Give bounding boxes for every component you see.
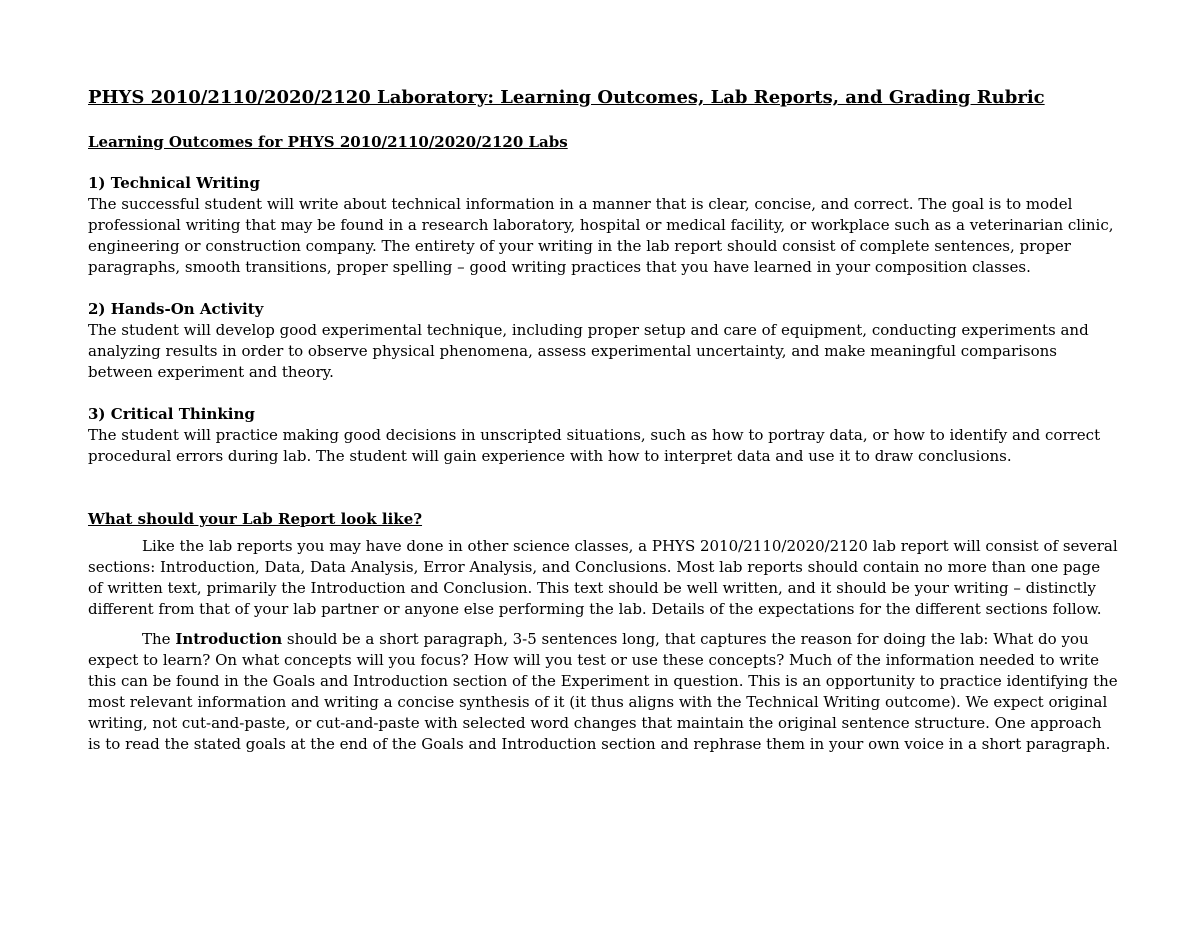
document-page <box>88 86 1118 764</box>
lab-report-paragraph: Like the lab reports you may have done in other science classes, a PHYS 2010/2110/2020/2120 lab report will consist of several sections: Introduction, Data, Data Analysis, Error Analysis, and Conclusions. Most lab reports should contain no more than one page of written text, primarily the Introduction and Conclusion. This text should be well written, and it should be your writing – distinctly different from that of your lab partner or anyone else performing the lab. Details of the expectations for the different sections follow. <box>88 537 1118 618</box>
outcome-hands-on-activity <box>88 299 1118 383</box>
paragraph-body: should be a short paragraph, 3-5 sentences long, that captures the reason for doing the lab: What do you expect to learn? On what concepts will you focus? How will you test or use these concepts? Much of the information needed to write this can be found in the Goals and Introduction section of the Experiment in question. This is an opportunity to practice identifying the most relevant information and writing a concise synthesis of it (it thus aligns with the Technical Writing outcome). We expect original writing, not cut-and-paste, or cut-and-paste with selected word changes that maintain the original sentence structure. One approach is to read the stated goals at the end of the Goals and Introduction section and rephrase them in your own voice in a short paragraph. <box>88 630 1118 753</box>
document-title: PHYS 2010/2110/2020/2120 Laboratory: Learning Outcomes, Lab Reports, and Grading Rubric <box>88 87 1045 108</box>
outcome-text: The student will develop good experimental technique, including proper setup and care of equipment, conducting experiments and analyzing results in order to observe physical phenomena, assess experimental uncertainty, and make meaningful comparisons between experiment and theory. <box>88 321 1089 381</box>
learning-outcomes-heading: Learning Outcomes for PHYS 2010/2110/2020/2120 Labs <box>88 133 568 151</box>
outcome-critical-thinking <box>88 404 1118 467</box>
outcome-title: 2) Hands-On Activity <box>88 300 264 318</box>
outcome-title: 1) Technical Writing <box>88 174 260 192</box>
outcome-title: 3) Critical Thinking <box>88 405 255 423</box>
introduction-paragraph <box>88 629 1118 755</box>
outcome-text: The student will practice making good decisions in unscripted situations, such as how to portray data, or how to identify and correct procedural errors during lab. The student will gain experience with how to interpret data and use it to draw conclusions. <box>88 426 1101 465</box>
outcome-text: The successful student will write about technical information in a manner that is clear, concise, and correct. The goal is to model professional writing that may be found in a research laboratory, hospital or medical facility, or workplace such as a veterinarian clinic, engineering or construction company. The entirety of your writing in the lab report should consist of complete sentences, proper paragraphs, smooth transitions, proper spelling – good writing practices that you have learned in your composition classes. <box>88 195 1114 276</box>
paragraph-lead: The <box>142 630 176 648</box>
outcome-technical-writing <box>88 173 1118 278</box>
lab-report-heading: What should your Lab Report look like? <box>88 510 423 528</box>
introduction-term: Introduction <box>175 630 283 648</box>
